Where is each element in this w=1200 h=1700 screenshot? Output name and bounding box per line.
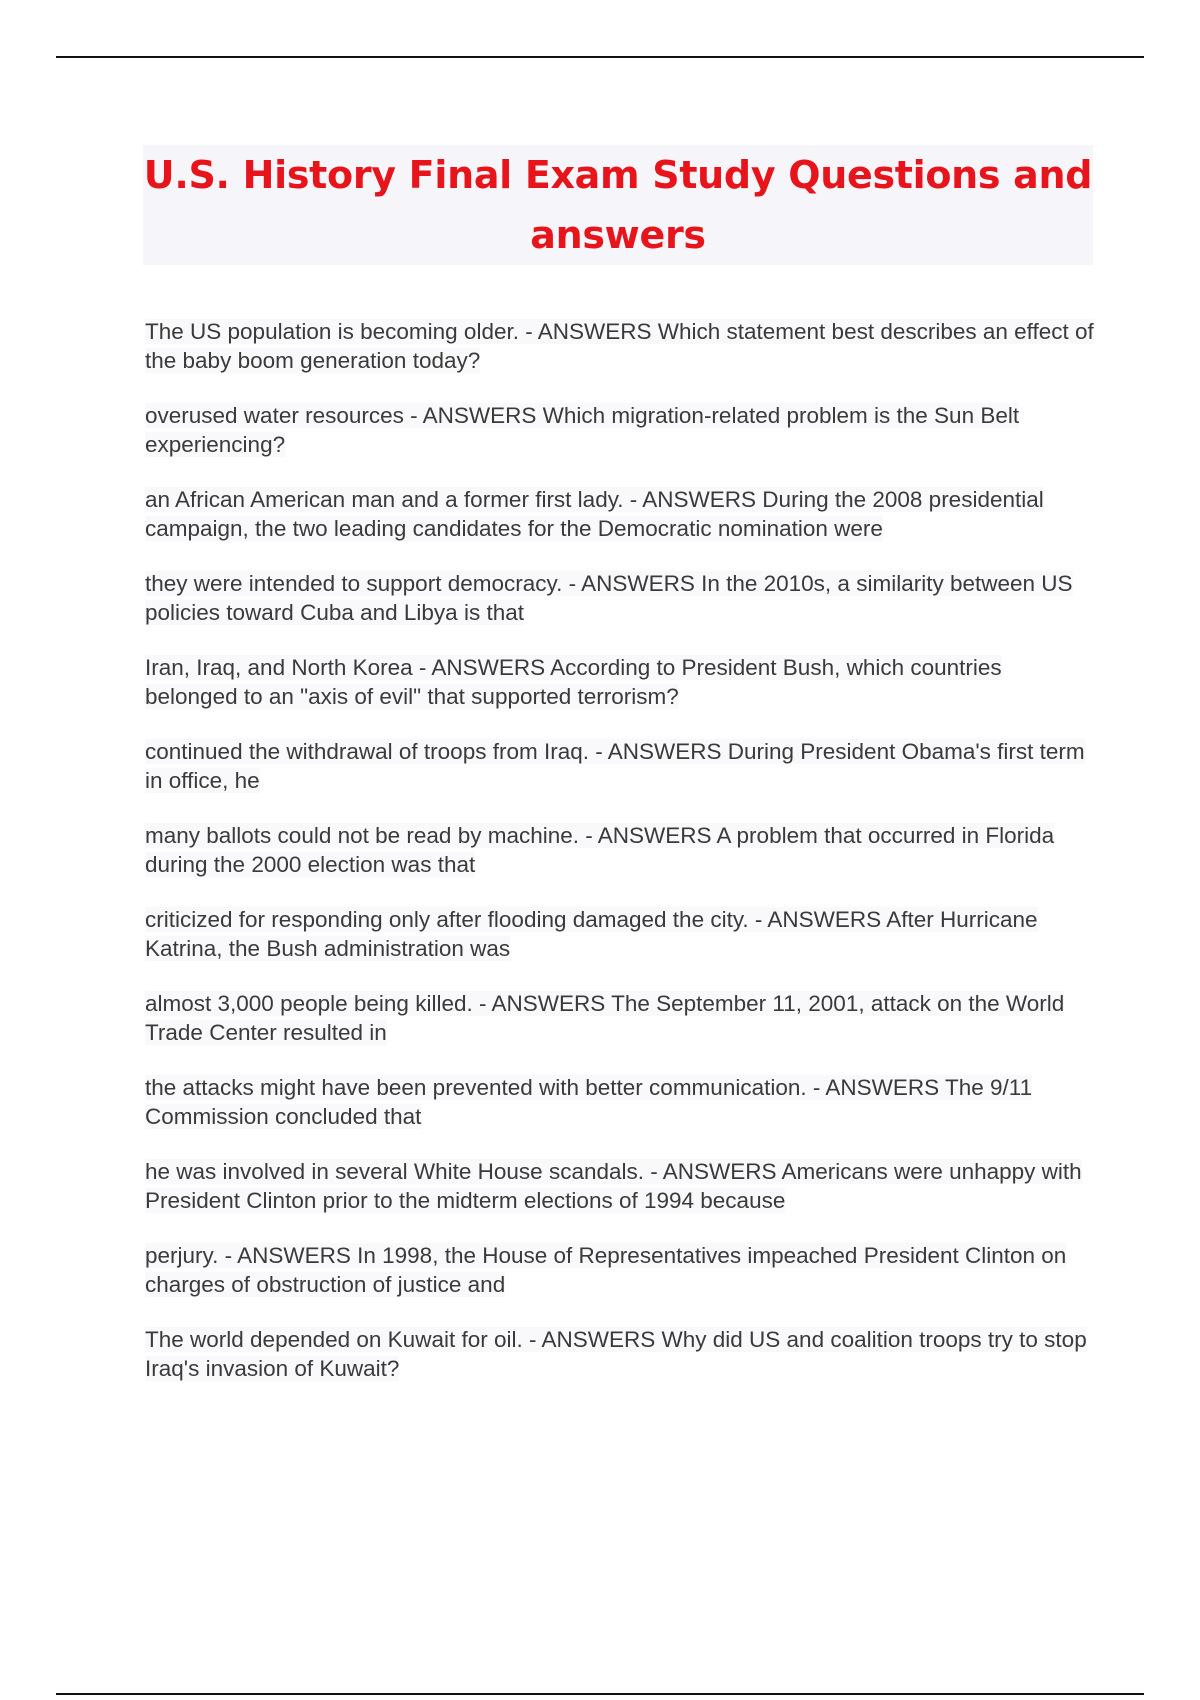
qa-item [145, 822, 1095, 879]
qa-text: criticized for responding only after flooding damaged the city. - ANSWERS After Hurricane Katrina, the Bush administration was [145, 907, 1038, 961]
qa-item [145, 1326, 1095, 1383]
qa-text: The world depended on Kuwait for oil. - ANSWERS Why did US and coalition troops try to stop Iraq's invasion of Kuwait? [145, 1327, 1087, 1381]
top-rule [56, 56, 1144, 58]
bottom-rule [56, 1693, 1144, 1695]
qa-text: The US population is becoming older. - ANSWERS Which statement best describes an effect of the baby boom generation today? [145, 319, 1094, 373]
qa-text: he was involved in several White House scandals. - ANSWERS Americans were unhappy with President Clinton prior to the midterm elections of 1994 because [145, 1159, 1082, 1213]
qa-item [145, 990, 1095, 1047]
qa-text: perjury. - ANSWERS In 1998, the House of Representatives impeached President Clinton on charges of obstruction of justice and [145, 1243, 1067, 1297]
qa-text: Iran, Iraq, and North Korea - ANSWERS According to President Bush, which countries belonged to an "axis of evil" that supported terrorism? [145, 655, 1002, 709]
title-band [143, 145, 1093, 265]
qa-text: continued the withdrawal of troops from Iraq. - ANSWERS During President Obama's first term in office, he [145, 739, 1085, 793]
qa-item [145, 486, 1095, 543]
qa-text: many ballots could not be read by machine. - ANSWERS A problem that occurred in Florida during the 2000 election was that [145, 823, 1055, 877]
qa-item [145, 738, 1095, 795]
qa-item [145, 318, 1095, 375]
qa-text: an African American man and a former first lady. - ANSWERS During the 2008 presidential campaign, the two leading candidates for the Democratic nomination were [145, 487, 1044, 541]
qa-text: the attacks might have been prevented with better communication. - ANSWERS The 9/11 Commission concluded that [145, 1075, 1033, 1129]
qa-text: almost 3,000 people being killed. - ANSWERS The September 11, 2001, attack on the World Trade Center resulted in [145, 991, 1065, 1045]
qa-list [145, 318, 1095, 1410]
qa-item [145, 654, 1095, 711]
qa-item [145, 1242, 1095, 1299]
qa-text: overused water resources - ANSWERS Which migration-related problem is the Sun Belt experiencing? [145, 403, 1020, 457]
document-title: U.S. History Final Exam Study Questions and answers [143, 153, 1093, 257]
qa-item [145, 906, 1095, 963]
qa-item [145, 570, 1095, 627]
qa-item [145, 1074, 1095, 1131]
qa-item [145, 402, 1095, 459]
qa-text: they were intended to support democracy. - ANSWERS In the 2010s, a similarity between US policies toward Cuba and Libya is that [145, 571, 1073, 625]
qa-item [145, 1158, 1095, 1215]
